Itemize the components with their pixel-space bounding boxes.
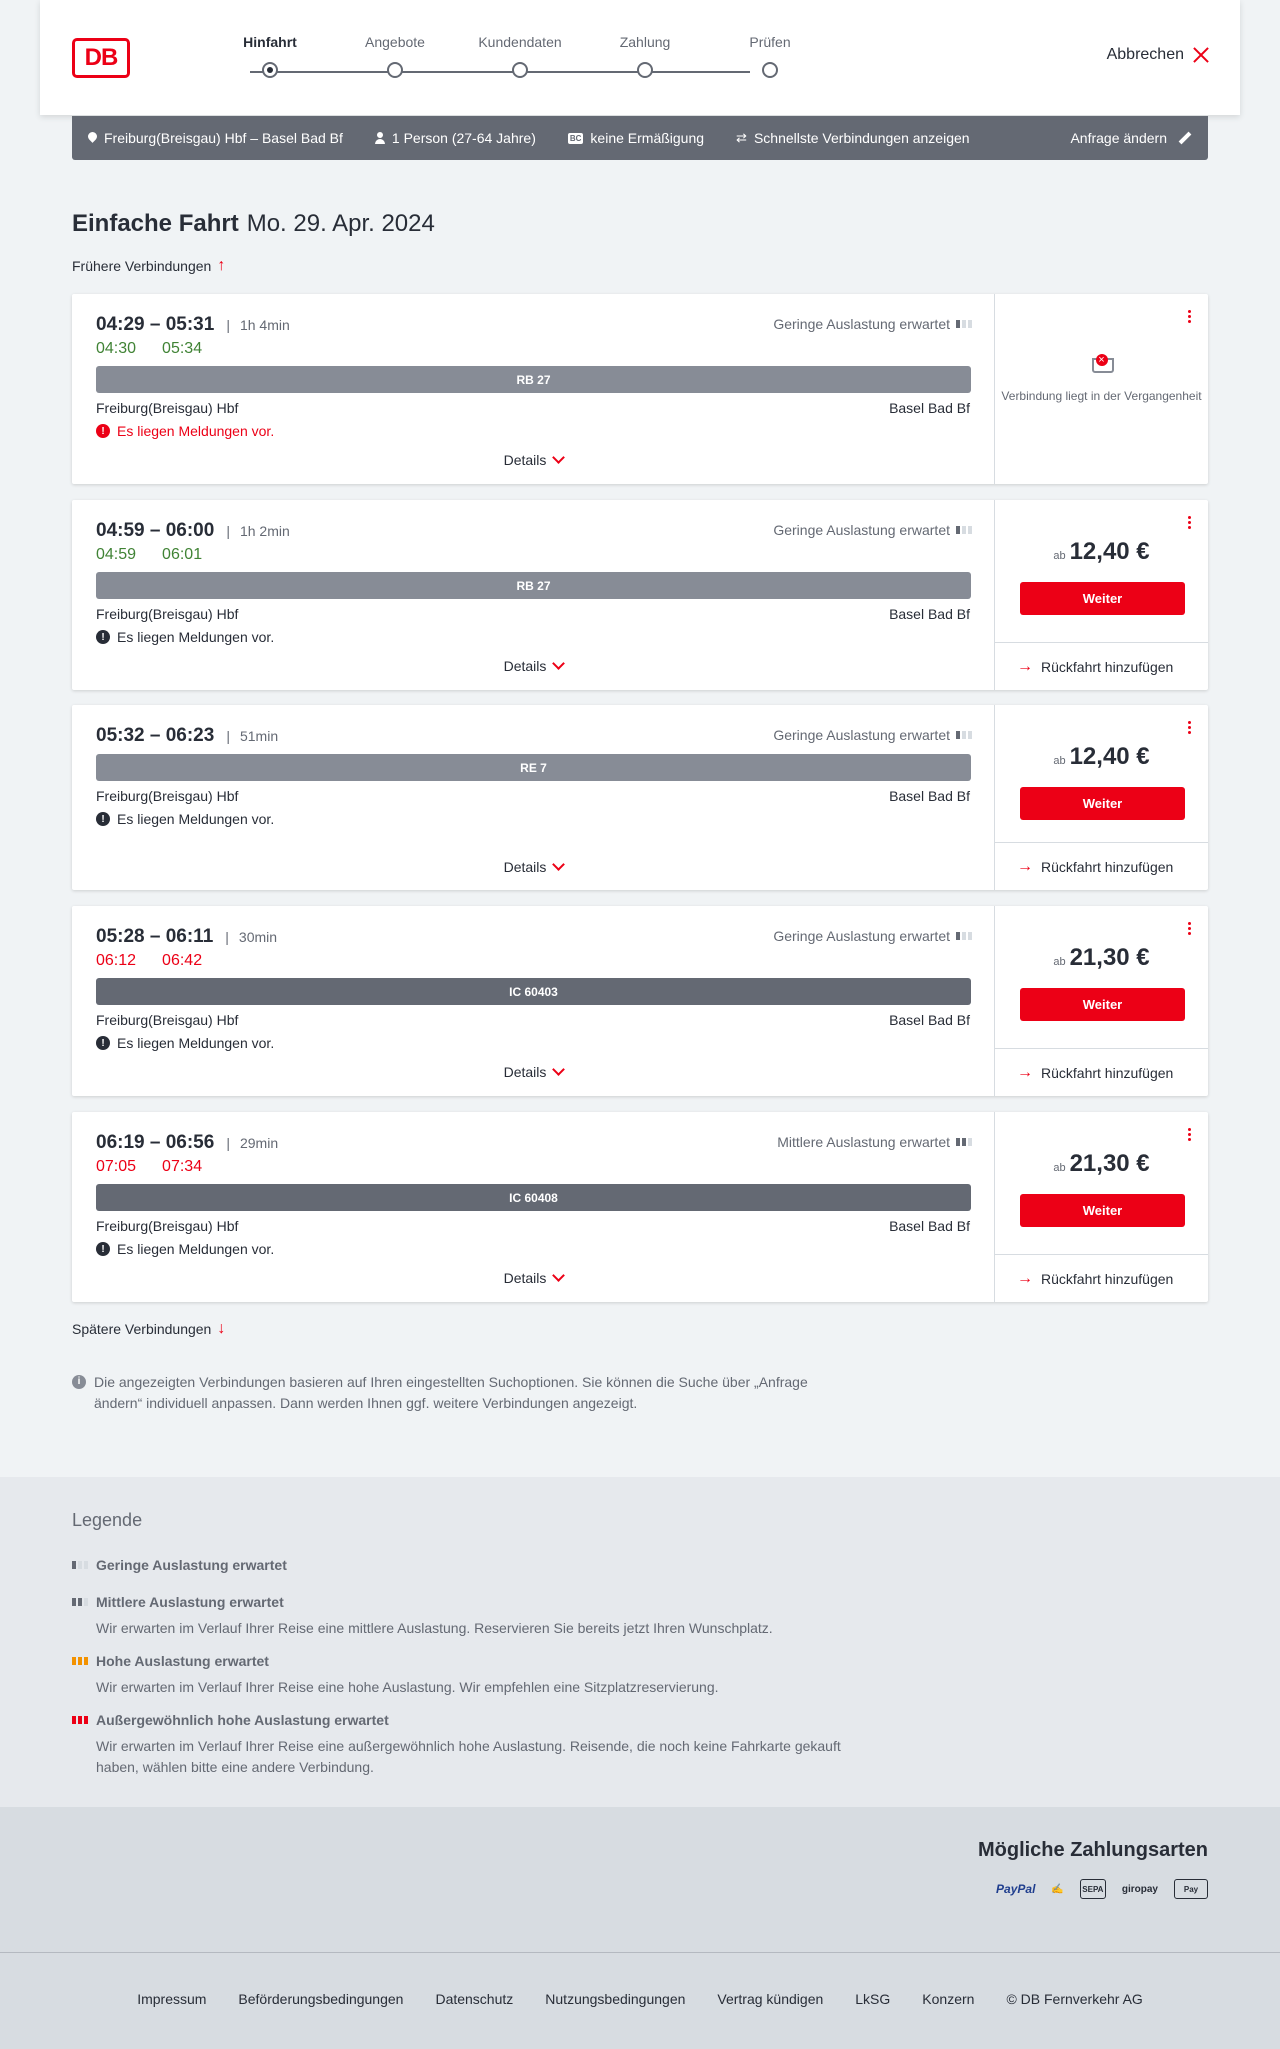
add-return-label: Rückfahrt hinzufügen [1041, 858, 1174, 875]
realtime-arrival: 05:34 [162, 340, 203, 357]
chevron-down-icon [553, 1063, 566, 1076]
earlier-connections-link[interactable] [72, 257, 225, 275]
footer-link-befoerderungsbedingungen[interactable]: Beförderungsbedingungen [238, 1991, 404, 2007]
add-return-label: Rückfahrt hinzufügen [1041, 1270, 1174, 1287]
connection-info [72, 906, 995, 1096]
bahncard-icon: BC [569, 133, 582, 143]
close-icon [1192, 46, 1210, 64]
connection-card [72, 294, 1208, 484]
separator: | [226, 728, 230, 744]
legend-head-text: Außergewöhnlich hohe Auslastung erwartet [96, 1712, 389, 1728]
low-load-icon [956, 731, 972, 739]
high-load-icon [72, 1657, 88, 1665]
trip-date: Mo. 29. Apr. 2024 [246, 210, 435, 237]
price-prefix: ab [1053, 1162, 1066, 1174]
chevron-down-icon [553, 858, 566, 871]
swap-arrows-icon: ⇄ [736, 130, 747, 145]
add-return-label: Rückfahrt hinzufügen [1041, 658, 1174, 675]
alert-icon: ! [96, 1242, 110, 1256]
load-indicator [773, 522, 972, 538]
load-indicator [773, 316, 972, 332]
legend-head [72, 1712, 852, 1728]
person-icon [375, 132, 385, 144]
departure-station: Freiburg(Breisgau) Hbf [96, 1218, 239, 1234]
footer-link-impressum[interactable]: Impressum [137, 1991, 207, 2007]
fastest-text: Schnellste Verbindungen anzeigen [753, 130, 970, 146]
arrow-up-icon: ↑ [217, 257, 226, 274]
message-notice[interactable] [96, 423, 274, 439]
legend-head-text: Geringe Auslastung erwartet [96, 1557, 287, 1573]
more-options-icon[interactable] [1188, 310, 1192, 323]
planned-times: 05:28 – 06:11 [96, 926, 214, 947]
planned-times: 05:32 – 06:23 [96, 725, 215, 746]
separator: | [225, 929, 229, 945]
step-label: Hinfahrt [243, 34, 297, 50]
message-notice[interactable] [96, 811, 274, 827]
duration: 1h 4min [239, 317, 290, 333]
legend-item [72, 1557, 852, 1573]
offer-panel [995, 294, 1208, 484]
alert-icon: ! [96, 630, 110, 644]
arrival-station: Basel Bad Bf [889, 400, 970, 416]
planned-times: 04:59 – 06:00 [96, 520, 215, 541]
price-prefix: ab [1053, 550, 1066, 562]
realtime-times [96, 340, 202, 358]
message-notice[interactable] [96, 629, 274, 645]
arrow-right-icon: → [1017, 1063, 1033, 1081]
connection-card [72, 500, 1208, 690]
info-text: Die angezeigten Verbindungen basieren auf Ihren eingestellten Suchoptionen. Sie können die Suche über „Anfrage ändern“ individuell anpassen. Dann werden Ihnen ggf. weitere Verbindungen angezeigt. [94, 1374, 808, 1411]
page-title [72, 210, 435, 238]
realtime-departure: 07:05 [96, 1158, 137, 1175]
step-dot-icon [262, 62, 278, 78]
train-bar: RB 27 [96, 366, 971, 393]
connection-info [72, 294, 995, 484]
message-notice[interactable] [96, 1241, 274, 1257]
load-text: Geringe Auslastung erwartet [773, 316, 950, 332]
footer-links [0, 1991, 1280, 2007]
info-icon: i [72, 1375, 86, 1389]
legend-title: Legende [72, 1510, 143, 1530]
sepa-icon: SEPA [1080, 1879, 1106, 1899]
departure-station: Freiburg(Breisgau) Hbf [96, 788, 239, 804]
connection-card [72, 1112, 1208, 1302]
weiter-button[interactable]: Weiter [1020, 1194, 1185, 1227]
earlier-label: Frühere Verbindungen [72, 258, 212, 274]
footer-link-nutzungsbedingungen[interactable]: Nutzungsbedingungen [545, 1991, 686, 2007]
train-bar: IC 60403 [96, 978, 971, 1005]
realtime-departure: 04:59 [96, 546, 137, 563]
arrow-down-icon: ↓ [217, 1320, 226, 1337]
load-text: Geringe Auslastung erwartet [773, 928, 950, 944]
trip-kind: Einfache Fahrt [72, 210, 239, 237]
alert-icon: ! [96, 812, 110, 826]
connection-times [96, 926, 277, 948]
offer-panel [995, 705, 1208, 890]
more-options-icon[interactable] [1188, 1128, 1192, 1141]
weiter-button[interactable]: Weiter [1020, 582, 1185, 615]
step-kundendaten [460, 34, 580, 54]
duration: 51min [239, 728, 279, 744]
low-load-icon [956, 932, 972, 940]
legend-desc: Wir erwarten im Verlauf Ihrer Reise eine mittlere Auslastung. Reservieren Sie bereits jetzt Ihren Wunschplatz. [96, 1620, 773, 1636]
past-text: Verbindung liegt in der Vergangenheit [1001, 389, 1202, 403]
load-text: Mittlere Auslastung erwartet [777, 1134, 950, 1150]
arrival-station: Basel Bad Bf [889, 606, 970, 622]
change-request-label: Anfrage ändern [1070, 130, 1167, 146]
apple-pay-icon [1174, 1879, 1208, 1899]
add-return-button[interactable] [995, 842, 1208, 890]
past-connection-notice [995, 354, 1208, 404]
weiter-button[interactable]: Weiter [1020, 787, 1185, 820]
price-value: 12,40 € [1069, 538, 1150, 565]
train-bar: RB 27 [96, 572, 971, 599]
location-pin-icon [88, 132, 97, 144]
train-bar: RE 7 [96, 754, 971, 781]
price [995, 743, 1208, 771]
more-options-icon[interactable] [1188, 516, 1192, 529]
departure-station: Freiburg(Breisgau) Hbf [96, 606, 239, 622]
chevron-down-icon [553, 657, 566, 670]
payment-section [0, 1807, 1280, 1952]
low-load-icon [72, 1561, 88, 1569]
step-dot-icon [762, 62, 778, 78]
step-dot-icon [512, 62, 528, 78]
legend-head-text: Mittlere Auslastung erwartet [96, 1594, 284, 1610]
db-logo[interactable]: DB [72, 38, 130, 78]
add-return-label: Rückfahrt hinzufügen [1041, 1064, 1174, 1081]
legend-desc: Wir erwarten im Verlauf Ihrer Reise eine hohe Auslastung. Wir empfehlen eine Sitzplatzreservierung. [96, 1679, 719, 1695]
details-label: Details [503, 658, 547, 674]
add-return-button[interactable] [995, 1254, 1208, 1302]
step-pruefen [710, 34, 830, 54]
realtime-times [96, 1158, 202, 1176]
legend-section [0, 1477, 1280, 1807]
footer-link-vertrag-kuendigen[interactable]: Vertrag kündigen [717, 1991, 824, 2007]
footer-link-datenschutz[interactable]: Datenschutz [435, 1991, 514, 2007]
apple-pay-label: Pay [1183, 1884, 1199, 1894]
medium-load-icon [956, 1138, 972, 1146]
load-text: Geringe Auslastung erwartet [773, 522, 950, 538]
step-hinfahrt[interactable] [210, 34, 330, 54]
planned-times: 06:19 – 06:56 [96, 1132, 215, 1153]
connection-card [72, 906, 1208, 1096]
departure-station: Freiburg(Breisgau) Hbf [96, 400, 239, 416]
footer [0, 1952, 1280, 2049]
realtime-times [96, 952, 202, 970]
cancel-button[interactable] [1107, 46, 1210, 64]
connection-times [96, 314, 290, 336]
message-text: Es liegen Meldungen vor. [117, 629, 275, 645]
chevron-down-icon [553, 1269, 566, 1282]
message-text: Es liegen Meldungen vor. [117, 423, 275, 439]
price [995, 1150, 1208, 1178]
step-dot-icon [387, 62, 403, 78]
price [995, 944, 1208, 972]
offer-panel [995, 906, 1208, 1096]
realtime-arrival: 07:34 [162, 1158, 203, 1175]
duration: 30min [238, 929, 278, 945]
legend-head [72, 1653, 852, 1669]
later-label: Spätere Verbindungen [72, 1321, 212, 1337]
load-indicator [773, 928, 972, 944]
message-text: Es liegen Meldungen vor. [117, 1241, 275, 1257]
legend-head-text: Hohe Auslastung erwartet [96, 1653, 269, 1669]
change-request-button[interactable] [1070, 130, 1192, 146]
separator: | [226, 1135, 230, 1151]
arrival-station: Basel Bad Bf [889, 1218, 970, 1234]
chevron-down-icon [553, 451, 566, 464]
traveller-text: 1 Person (27-64 Jahre) [391, 130, 536, 146]
realtime-arrival: 06:01 [162, 546, 203, 563]
legend-head [72, 1557, 852, 1573]
cancel-label: Abbrechen [1106, 46, 1184, 63]
realtime-departure: 04:30 [96, 340, 137, 357]
pencil-icon [1179, 132, 1192, 145]
price [995, 538, 1208, 566]
message-text: Es liegen Meldungen vor. [117, 1035, 275, 1051]
route-summary [88, 130, 343, 146]
legend-item [72, 1712, 852, 1778]
arrival-station: Basel Bad Bf [889, 1012, 970, 1028]
step-label: Prüfen [749, 34, 791, 50]
realtime-times [96, 546, 202, 564]
details-label: Details [503, 452, 547, 468]
alert-icon: ! [96, 424, 110, 438]
step-label: Angebote [365, 34, 425, 50]
step-label: Kundendaten [478, 34, 562, 50]
arrival-station: Basel Bad Bf [889, 788, 970, 804]
alert-icon: ! [96, 1036, 110, 1050]
price-value: 21,30 € [1069, 944, 1150, 971]
load-indicator [777, 1134, 972, 1150]
planned-times: 04:29 – 05:31 [96, 314, 215, 335]
legend-item [72, 1594, 852, 1639]
paypal-icon: PayPal [996, 1882, 1036, 1896]
step-label: Zahlung [619, 34, 671, 50]
more-options-icon[interactable] [1188, 922, 1192, 935]
arrow-right-icon: → [1017, 857, 1033, 875]
fastest-toggle[interactable] [736, 130, 970, 146]
connection-info [72, 500, 995, 690]
progress-line [250, 71, 750, 73]
separator: | [226, 317, 230, 333]
later-connections-link[interactable] [72, 1320, 225, 1338]
details-toggle[interactable] [72, 859, 995, 875]
price-prefix: ab [1053, 956, 1066, 968]
cart-unavailable-icon [1090, 354, 1114, 376]
connection-times [96, 520, 290, 542]
low-load-icon [956, 526, 972, 534]
departure-station: Freiburg(Breisgau) Hbf [96, 1012, 239, 1028]
duration: 1h 2min [239, 523, 290, 539]
train-bar: IC 60408 [96, 1184, 971, 1211]
more-options-icon[interactable] [1188, 721, 1192, 734]
realtime-arrival: 06:42 [162, 952, 203, 969]
details-toggle[interactable] [72, 658, 995, 674]
price-value: 21,30 € [1069, 1150, 1150, 1177]
add-return-button[interactable] [995, 642, 1208, 690]
very-high-load-icon [72, 1716, 88, 1724]
details-label: Details [503, 1064, 547, 1080]
low-load-icon [956, 320, 972, 328]
step-dot-icon [637, 62, 653, 78]
medium-load-icon [72, 1598, 88, 1606]
discount-summary [568, 130, 704, 146]
step-angebote [335, 34, 455, 54]
realtime-departure: 06:12 [96, 952, 137, 969]
credit-card-sign-icon: ✍ [1051, 1883, 1064, 1895]
message-text: Es liegen Meldungen vor. [117, 811, 275, 827]
legend-desc: Wir erwarten im Verlauf Ihrer Reise eine außergewöhnlich hohe Auslastung. Reisende, die noch keine Fahrkarte gekauft haben, wählen bitte eine andere Verbindung. [96, 1738, 841, 1775]
connection-info [72, 705, 995, 890]
load-indicator [773, 727, 972, 743]
footer-copyright: © DB Fernverkehr AG [1006, 1991, 1143, 2007]
connection-times [96, 1132, 278, 1154]
giropay-icon: giropay [1121, 1883, 1158, 1895]
weiter-button[interactable]: Weiter [1020, 988, 1185, 1021]
header [40, 0, 1240, 115]
footer-link-konzern[interactable]: Konzern [922, 1991, 975, 2007]
traveller-summary [375, 130, 536, 146]
legend-item [72, 1653, 852, 1698]
details-label: Details [503, 1270, 547, 1286]
connection-times [96, 725, 278, 747]
details-toggle[interactable] [72, 452, 995, 468]
route-text: Freiburg(Breisgau) Hbf – Basel Bad Bf [104, 130, 343, 146]
payment-title: Mögliche Zahlungsarten [977, 1839, 1208, 1861]
arrow-right-icon: → [1017, 1269, 1033, 1287]
search-summary-bar [72, 116, 1208, 160]
details-label: Details [503, 859, 547, 875]
connection-info [72, 1112, 995, 1302]
offer-panel [995, 500, 1208, 690]
info-notice [72, 1372, 852, 1414]
price-prefix: ab [1053, 755, 1066, 767]
price-value: 12,40 € [1069, 743, 1150, 770]
details-toggle[interactable] [72, 1064, 995, 1080]
offer-panel [995, 1112, 1208, 1302]
discount-text: keine Ermäßigung [590, 130, 705, 146]
details-toggle[interactable] [72, 1270, 995, 1286]
footer-link-lksg[interactable]: LkSG [855, 1991, 891, 2007]
separator: | [226, 523, 230, 539]
arrow-right-icon: → [1017, 657, 1033, 675]
connection-card [72, 705, 1208, 890]
step-zahlung [585, 34, 705, 54]
add-return-button[interactable] [995, 1048, 1208, 1096]
message-notice[interactable] [96, 1035, 274, 1051]
load-text: Geringe Auslastung erwartet [773, 727, 950, 743]
duration: 29min [239, 1135, 279, 1151]
progress-steps [210, 34, 830, 84]
legend-head [72, 1594, 852, 1610]
payment-icons [996, 1879, 1208, 1899]
